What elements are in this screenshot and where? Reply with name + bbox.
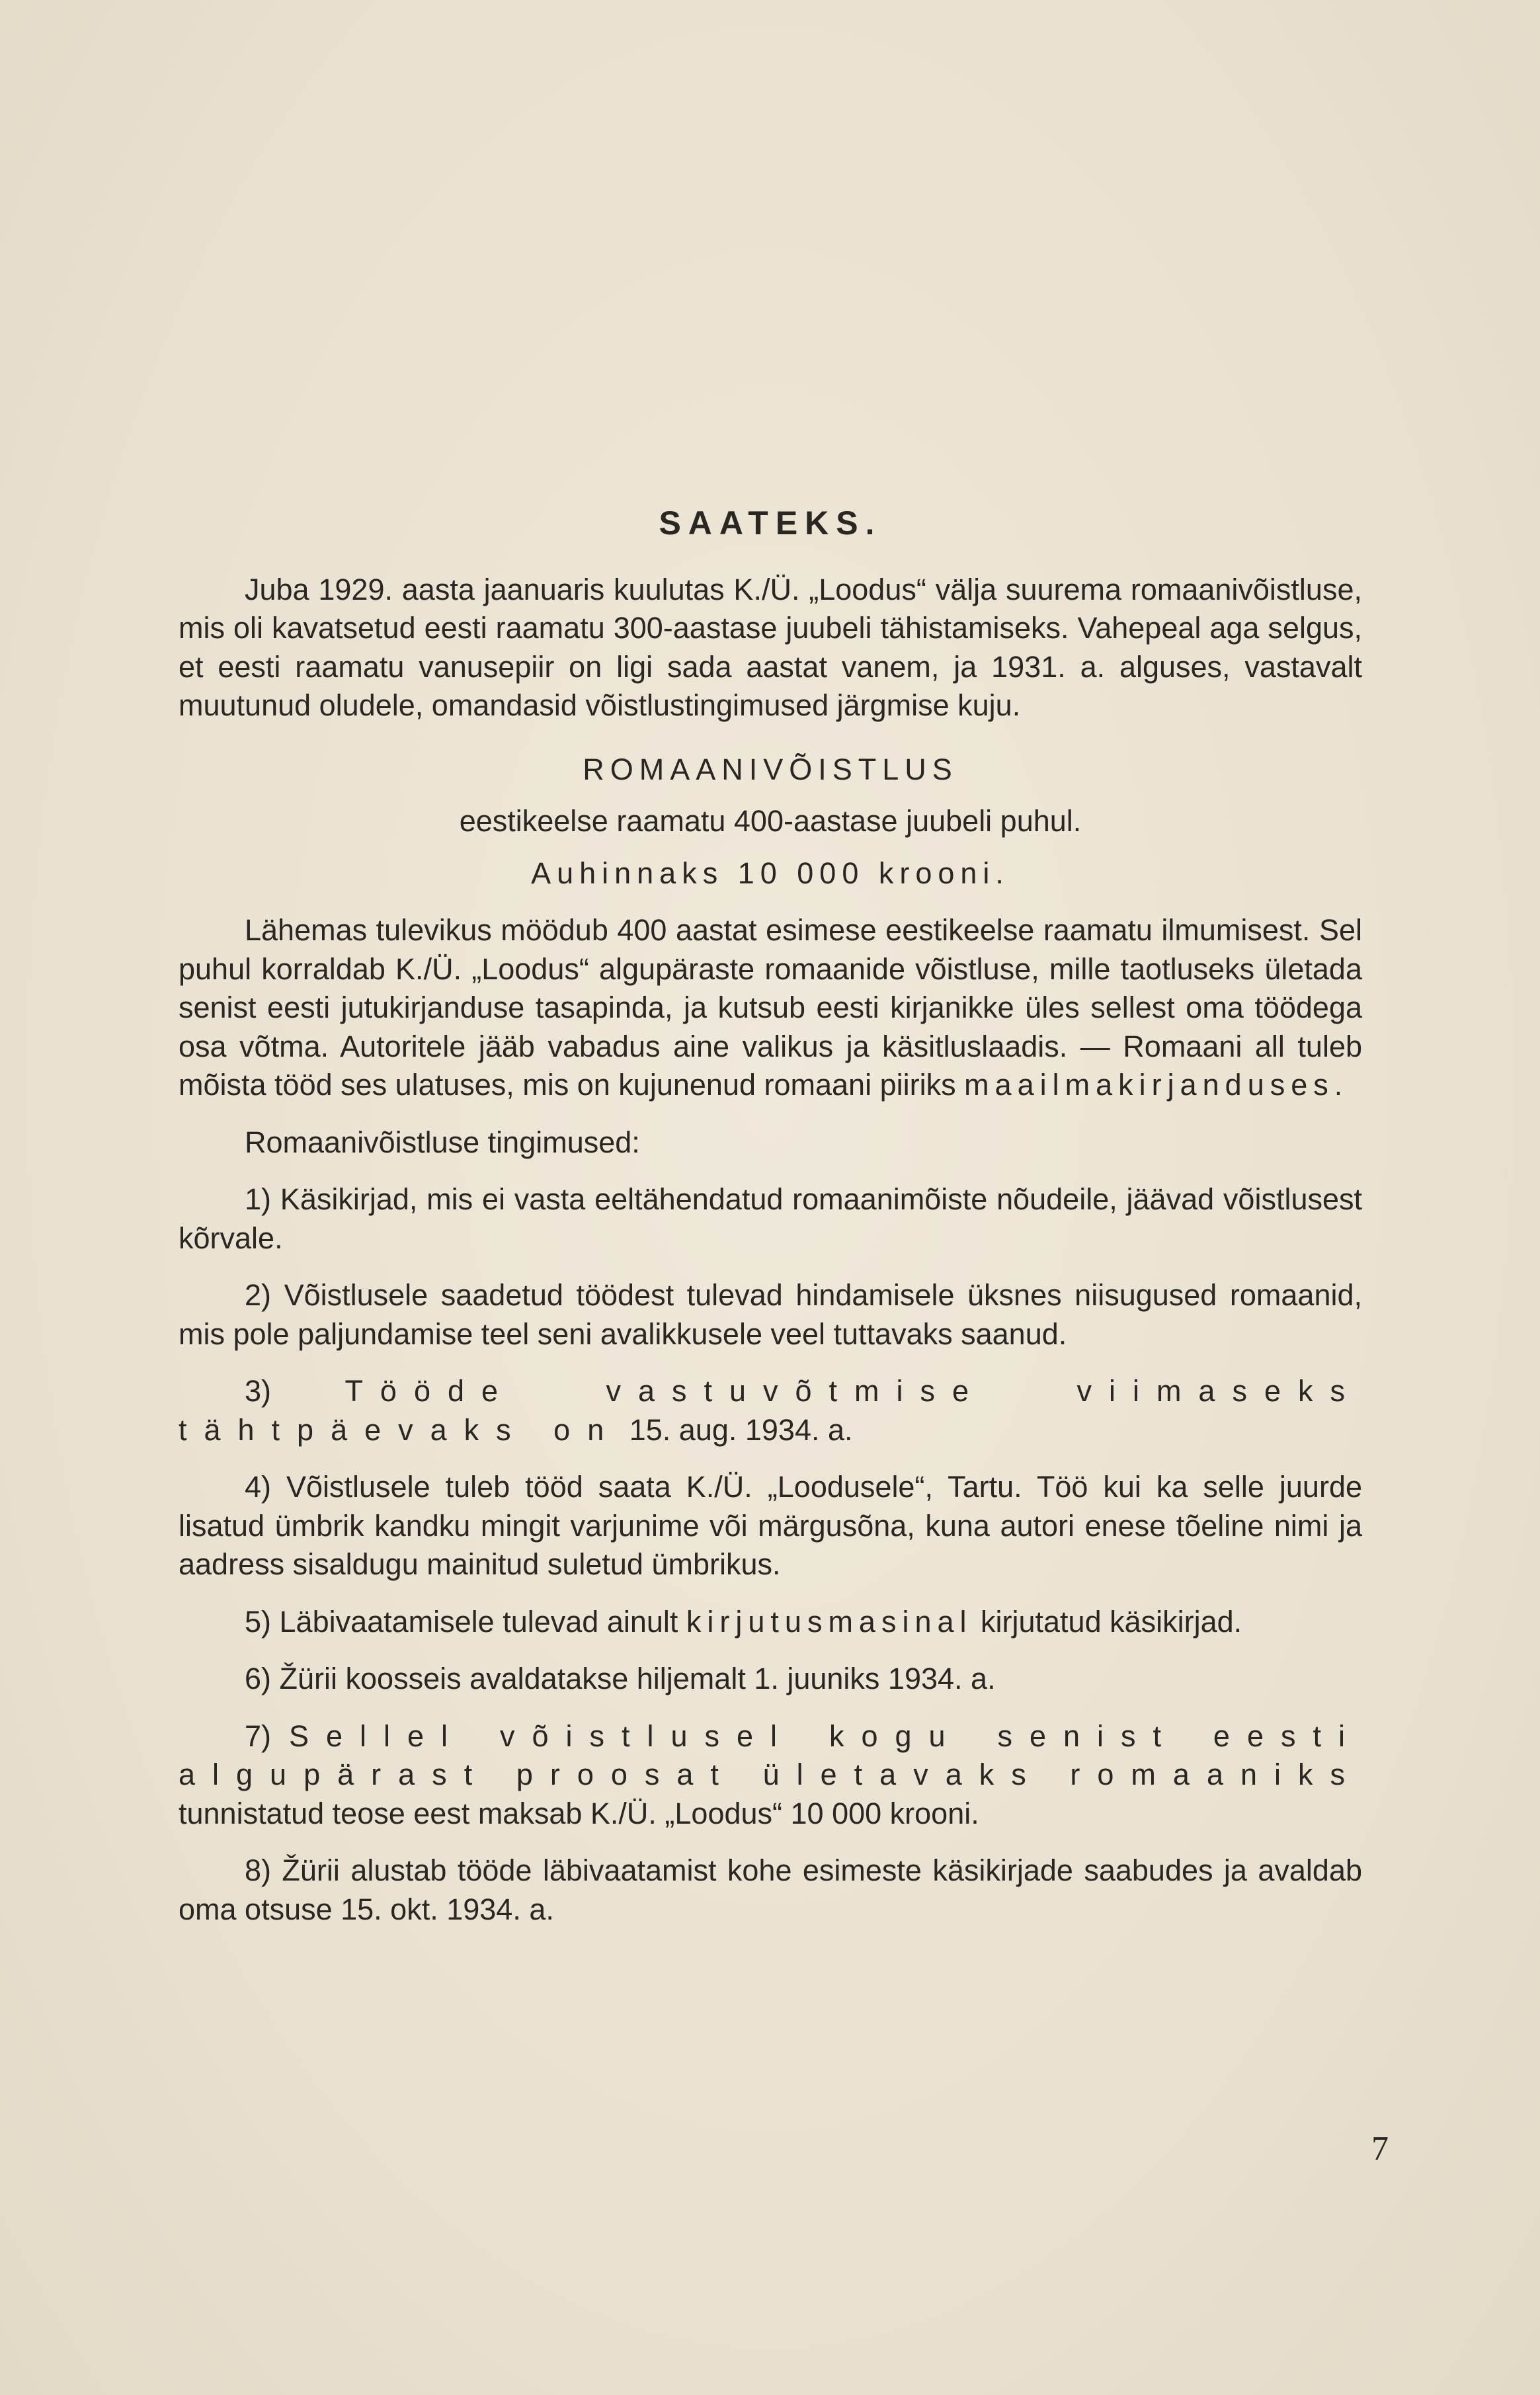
condition-item-3 [179, 1372, 1362, 1449]
condition-text: kirjutatud käsikirjad. [972, 1604, 1242, 1639]
contest-heading: ROMAANIVÕISTLUS [583, 752, 958, 786]
condition-number: 3) [245, 1374, 272, 1408]
condition-item-8: 8) Žürii alustab tööde läbivaatamist kohe esimeste käsikirjade saabudes ja avaldab oma otsuse 15. okt. 1934. a. [179, 1853, 1362, 1926]
condition-item-2: 2) Võistlusele saadetud töödest tulevad hindamisele üksnes niisugused romaanid, mis pole paljundamise teel seni avalikkusele veel tuttavaks saanud. [179, 1278, 1362, 1351]
condition-text-spaced: kirjutusmasinal [686, 1604, 973, 1639]
text-column [179, 504, 1362, 1929]
intro-paragraph: Juba 1929. aasta jaanuaris kuulutas K./Ü. „Loodus“ välja suurema romaanivõistluse, mis oli kavatsetud eesti raamatu 300-aastase juubeli tähistamiseks. Vahepeal aga selgus, et eesti raamatu vanusepiir on ligi sada aastat vanem, ja 1931. a. alguses, vastavalt muutunud oludele, omandasid võistlustingimused järgmise kuju. [179, 572, 1362, 722]
condition-item-4: 4) Võistlusele tuleb tööd saata K./Ü. „Loodusele“, Tartu. Töö kui ka selle juurde lisatud ümbrik kandku mingit varjunime või märgusõna, kuna autori enese tõeline nimi ja aadress sisaldugu mainitud suletud ümbrikus. [179, 1470, 1362, 1581]
body-text-spaced: maailmakirjanduses. [964, 1068, 1349, 1102]
body-text: Lähemas tulevikus möödub 400 aastat esimese eestikeelse raamatu ilmumisest. Sel puhul korraldab K./Ü. „Loodus“ algupäraste romaanide võistluse, mille taotluseks ületada senist eesti jutukirjanduse tasapinda, ja kutsub eesti kirjanikke üles sellest oma töödega osa võtma. Autoritele jääb vabadus aine valikus ja käsitluslaadis. — Romaani all tuleb mõista tööd ses ulatuses, mis on kujunenud romaani piiriks [179, 913, 1362, 1102]
conditions-heading: Romaanivõistluse tingimused: [245, 1125, 640, 1159]
page-number: 7 [1371, 2130, 1389, 2168]
page-title: SAATEKS. [659, 505, 882, 542]
condition-item-5 [179, 1603, 1362, 1642]
condition-item-6: 6) Žürii koosseis avaldatakse hiljemalt 1. juuniks 1934. a. [245, 1662, 996, 1695]
prize-line: Auhinnaks 10 000 krooni. [531, 856, 1010, 890]
body-paragraph [179, 911, 1362, 1105]
contest-subheading: eestikeelse raamatu 400-aastase juubeli puhul. [459, 804, 1082, 838]
condition-text: 5) Läbivaatamisele tulevad ainult [245, 1604, 686, 1639]
condition-item-1: 1) Käsikirjad, mis ei vasta eeltähendatud romaanimõiste nõudeile, jäävad võistlusest kõrvale. [179, 1182, 1362, 1255]
condition-text: tunnistatud teose eest maksab K./Ü. „Loodus“ 10 000 krooni. [179, 1796, 979, 1830]
condition-text: 15. aug. 1934. a. [621, 1412, 853, 1447]
condition-number: 7) [245, 1719, 272, 1753]
condition-text-spaced: Tööde vastuvõtmise viimaseks tähtpäevaks on [179, 1374, 1362, 1447]
condition-item-7 [179, 1717, 1362, 1834]
condition-text-spaced: Sellel võistlusel kogu senist eesti algupärast proosat ületavaks romaaniks [179, 1719, 1362, 1791]
